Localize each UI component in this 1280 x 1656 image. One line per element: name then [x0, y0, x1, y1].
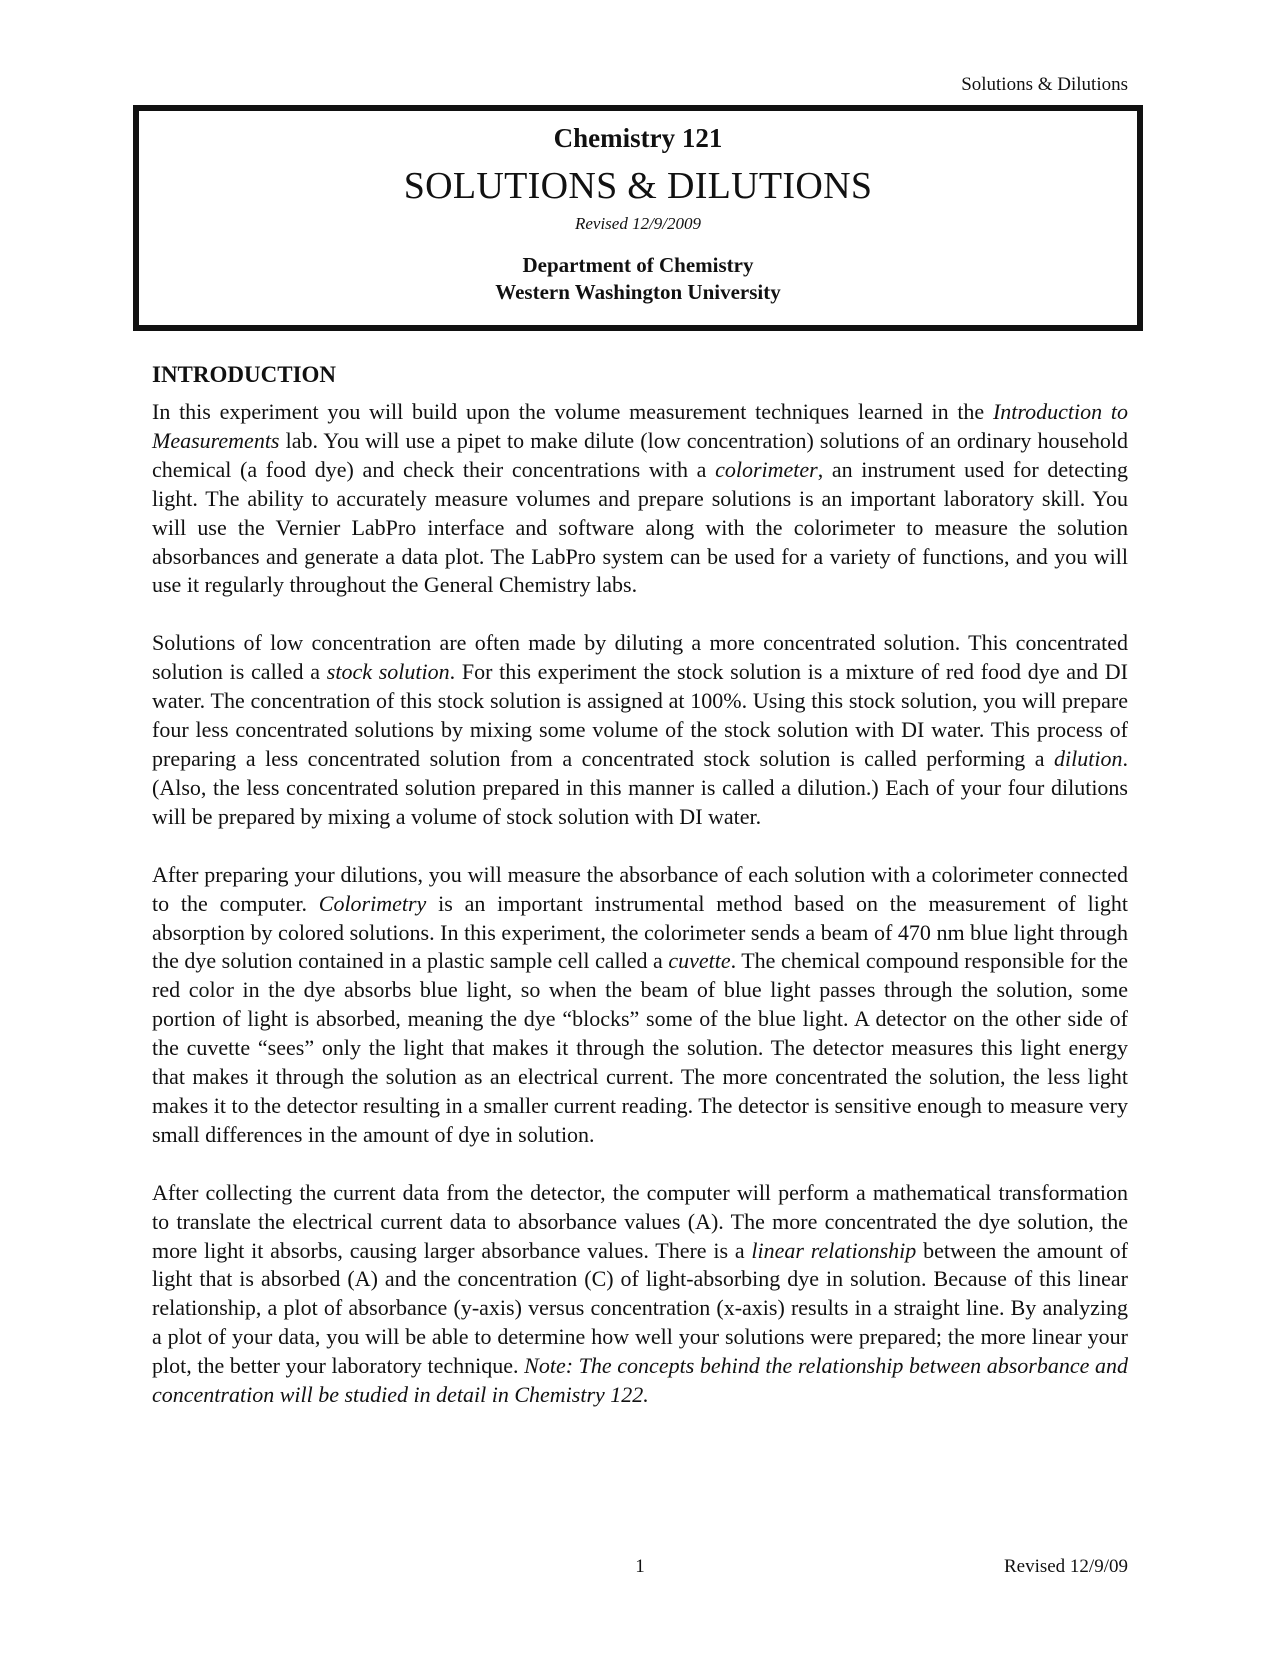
text-run: . For this experiment the stock solution is a mixture of red food dye and DI water. The concentration of this stock solution is assigned at 100%. Using this stock solution, you will prepare four less concentrated solutions by mixing some volume of the stock solution with DI water. This process of preparing a less concentrated solution from a concentrated stock solution is called performing a [152, 659, 1129, 771]
department-name: Department of Chemistry [522, 253, 754, 277]
emphasis: linear relationship [751, 1237, 917, 1263]
emphasis: Note: The concepts behind the relationship between absorbance and concentration will be studied in detail in Chemistry 122. [152, 1353, 1128, 1408]
text-run: , an instrument used for detecting light. The ability to accurately measure volumes and prepare solutions is an important laboratory skill. You will use the Vernier LabPro interface and software along with the colorimeter to measure the solution absorbances and generate a data plot. The LabPro system can be used for a variety of functions, and you will use it regularly throughout the General Chemistry labs. [152, 456, 1129, 598]
text-run: lab. You will use a pipet to make dilute (low concentration) solutions of an ordinary household chemical (a food dye) and check their concentrations with a [152, 427, 1128, 482]
text-run: In this experiment you will build upon the volume measurement techniques learned in the [152, 399, 993, 424]
text-run: is an important instrumental method based on the measurement of light absorption by colored solutions. In this experiment, the colorimeter sends a beam of 470 nm blue light through the dye solution contained in a plastic sample cell called a [152, 890, 1128, 974]
emphasis: colorimeter [715, 456, 818, 482]
text-run: between the amount of light that is absorbed (A) and the concentration (C) of light-absorbing dye in solution. Because of this linear relationship, a plot of absorbance (y-axis) versus concentration (x-axis) results in a straight line. By analyzing a plot of your data, you will be able to determine how well your solutions were prepared; the more linear your plot, the better your laboratory technique. [152, 1237, 1128, 1379]
footer-revision: Revised 12/9/09 [1003, 1556, 1128, 1577]
department-block [139, 252, 1137, 306]
emphasis: stock solution [326, 659, 450, 685]
paragraph-2 [152, 629, 1128, 831]
emphasis: dilution [1054, 745, 1123, 771]
title-box [133, 105, 1143, 331]
paragraph-3 [152, 861, 1128, 1150]
emphasis: Colorimetry [318, 890, 427, 916]
text-run: After collecting the current data from the detector, the computer will perform a mathematical transformation to translate the electrical current data to absorbance values (A). The more concentrated the dye solution, the more light it absorbs, causing larger absorbance values. There is a [152, 1179, 1128, 1263]
text-run: After preparing your dilutions, you will measure the absorbance of each solution with a colorimeter connected to the computer. [152, 861, 1128, 916]
paragraph-1 [152, 398, 1128, 600]
section-heading: INTRODUCTION [152, 362, 337, 387]
emphasis: cuvette [668, 948, 731, 974]
paragraph-4 [152, 1179, 1128, 1410]
course-title: Chemistry 121 [553, 123, 723, 153]
text-run: . The chemical compound responsible for the red color in the dye absorbs blue light, so when the beam of blue light passes through the solution, some portion of light is absorbed, meaning the dye “blocks” some of the blue light. A detector on the other side of the cuvette “sees” only the light that makes it through the solution. The detector measures this light energy that makes it through the solution as an electrical current. The more concentrated the solution, the less light makes it to the detector resulting in a smaller current reading. The detector is sensitive enough to measure very small differences in the amount of dye in solution. [152, 948, 1128, 1147]
text-run: . (Also, the less concentrated solution prepared in this manner is called a dilution.) Each of your four dilutions will be prepared by mixing a volume of stock solution with DI water. [152, 745, 1128, 829]
running-header: Solutions & Dilutions [961, 74, 1128, 95]
emphasis: Introduction to Measurements [152, 399, 1128, 453]
main-content [152, 362, 1128, 1439]
document-title: SOLUTIONS & DILUTIONS [403, 165, 873, 207]
page-number: 1 [635, 1556, 645, 1577]
university-name: Western Washington University [495, 280, 781, 304]
text-run: Solutions of low concentration are often made by diluting a more concentrated solution. This concentrated solution is called a [152, 630, 1128, 685]
revision-date: Revised 12/9/2009 [574, 214, 702, 233]
